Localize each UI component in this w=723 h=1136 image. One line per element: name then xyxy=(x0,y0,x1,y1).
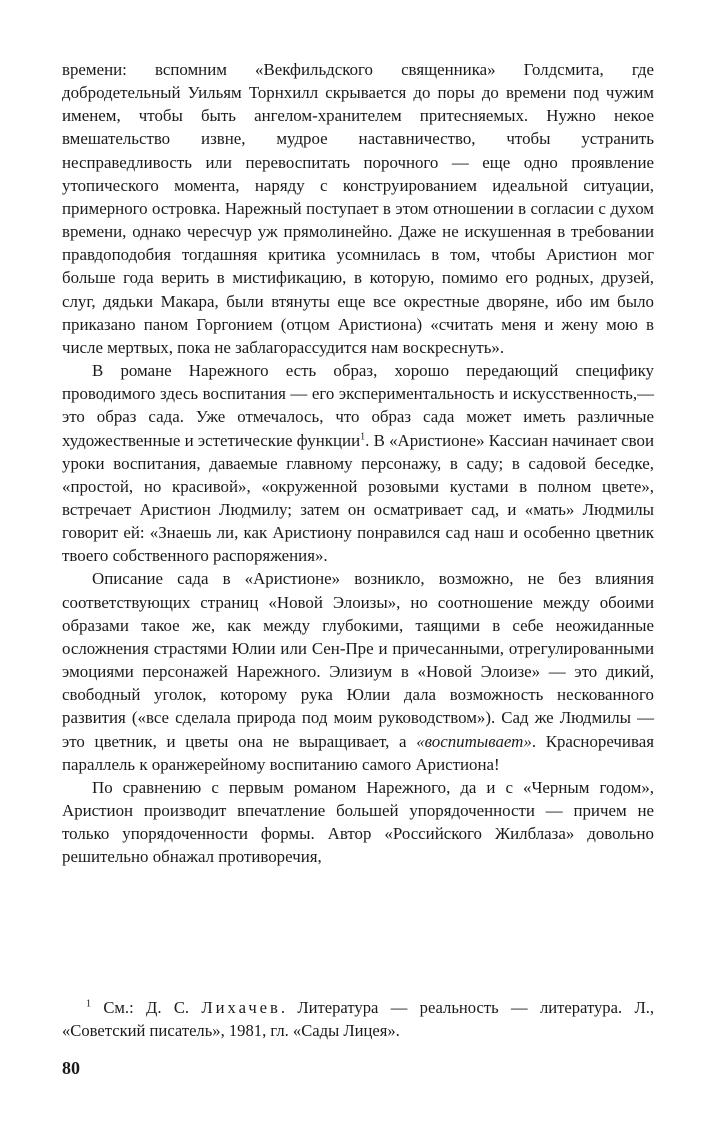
text-run: Описание сада в «Аристионе» возникло, возможно, не без влияния соответствующих страниц «Новой Элоизы», но соотношение между обоими образами такое же, как между глубокими, таящими в себе неожиданные осложнения страстями Юлии или Сен-Пре и причесанными, отрегулированными эмоциями персонажей Нарежного. Элизиум в «Новой Элоизе» — это дикий, свободный уголок, которому рука Юлии дала возможность нескованного развития («все сделала природа под моим руководством»). Сад же Людмилы — это цветник, и цветы она не выращивает, а xyxy=(62,569,654,751)
paragraph xyxy=(62,567,654,775)
text-run: В романе Нарежного есть образ, хорошо передающий специфику проводимого здесь воспитания — его экспериментальность и искусственность,— это образ сада. Уже отмечалось, что образ сада может иметь различные художественные и эстетические функции xyxy=(62,361,654,450)
author-name: Лихачев xyxy=(201,998,281,1017)
main-text xyxy=(62,58,654,868)
paragraph xyxy=(62,776,654,869)
text-run: . Литература — реальность — литература. Л., «Советский писатель», 1981, гл. «Сады Лицея». xyxy=(62,998,655,1040)
footnote-ref: 1 xyxy=(86,998,91,1010)
paragraph xyxy=(62,58,654,359)
footnote-ref: 1 xyxy=(360,430,366,442)
text-run: По сравнению с первым романом Нарежного, да и с «Черным годом», Аристион производит впечатление большей упорядоченности — причем не только упорядоченности формы. Автор «Российского Жилблаза» довольно решительно обнажал противоречия, xyxy=(62,777,654,867)
text-run: . Красноречивая параллель к оранжерейному воспитанию самого Аристиона! xyxy=(62,731,654,774)
page-number: 80 xyxy=(62,1058,80,1078)
text-run: времени: вспомним «Векфильдского священника» Голдсмита, где добродетельный Уильям Торнхилл скрывается до поры до времени под чужим именем, чтобы быть ангелом-хранителем притесняемых. Нужно некое вмешательство извне, мудрое наставничество, чтобы устранить несправедливость или перевоспитать порочного — еще одно проявление утопического момента, наряду с конструированием идеальной ситуации, примерного островка. Нарежный поступает в этом отношении в согласии с духом времени, однако чересчур уж прямолинейно. Даже не искушенная в требовании правдоподобия тогдашняя критика усомнилась в том, чтобы Аристион мог больше года верить в мистификацию, в которую, помимо его родных, друзей, слуг, дядьки Макара, были втянуты еще все окрестные дворяне, ибо им было приказано паном Горгонием (отцом Аристиона) «считать меня и жену мою в числе мертвых, пока не заблагорассудится нам воскреснуть». xyxy=(62,60,654,357)
emphasis-text: «воспитывает» xyxy=(416,731,532,751)
book-page xyxy=(62,58,654,1118)
footnote-text xyxy=(62,996,654,1042)
text-run: См.: Д. С. xyxy=(91,998,202,1017)
paragraph xyxy=(62,359,654,567)
text-run: . В «Аристионе» Кассиан начинает свои уроки воспитания, даваемые главному персонажу, в саду; в садовой беседке, «простой, но красивой», «окруженной розовыми кустами в полном цвете», встречает Аристион Людмилу; затем он осматривает сад, и «мать» Людмилы говорит ей: «Знаешь ли, как Аристиону понравился сад наш и особенно цветник твоего собственного распоряжения». xyxy=(62,430,654,566)
footnote xyxy=(62,996,654,1042)
